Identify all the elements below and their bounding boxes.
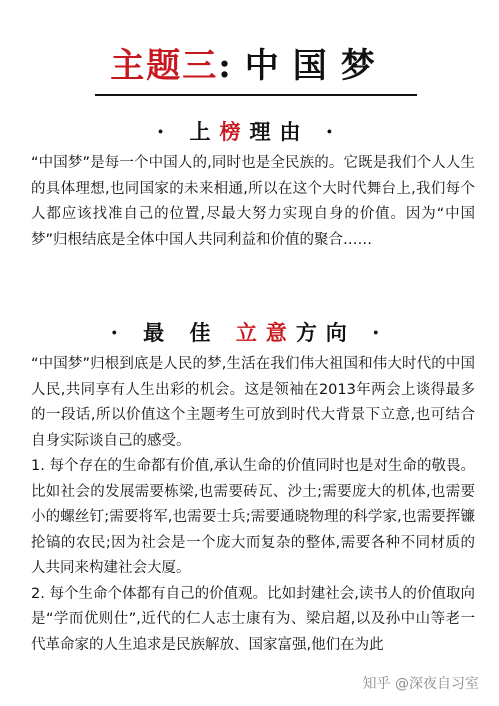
title-topic: 主题三 [110, 46, 219, 86]
heading-highlight: 立意 [235, 320, 296, 345]
title-underline [95, 94, 417, 96]
heading-text: · 最 佳 [110, 320, 236, 345]
title-theme: 中国梦 [244, 46, 389, 86]
section-heading-direction [0, 318, 499, 348]
direction-paragraph: “中国梦”归根到底是人民的梦,生活在我们伟大祖国和伟大时代的中国人民,共同享有人生出彩的机会。这是领袖在2013年两会上谈得最多的一段话,所以价值这个主题考生可放到时代大背景下立意,也可结合自身实际谈自己的感受。 [31, 356, 475, 449]
heading-text: 方向 · [295, 320, 389, 345]
page-title [0, 44, 499, 88]
direction-body [31, 352, 475, 658]
section-heading-reason [0, 117, 499, 147]
heading-highlight: 榜 [219, 119, 250, 144]
heading-text: · 上 [156, 119, 220, 144]
title-colon: : [218, 46, 245, 86]
reason-paragraph: “中国梦”是每一个中国人的,同时也是全民族的。它既是我们个人人生的具体理想,也同国家的未来相通,所以在这个大时代舞台上,我们每个人都应该找准自己的位置,尽最大努力实现自身的价值。因为“中国梦”归根结底是全体中国人共同利益和价值的聚合…… [31, 155, 475, 248]
heading-text: 理由 · [249, 119, 343, 144]
direction-point-2: 2. 每个生命个体都有自己的价值观。比如封建社会,读书人的价值取向是“学而优则仕”,近代的仁人志士康有为、梁启超,以及孙中山等老一代革命家的人生追求是民族解放、国家富强,他们在为此 [31, 585, 475, 653]
direction-point-1: 1. 每个存在的生命都有价值,承认生命的价值同时也是对生命的敬畏。比如社会的发展需要栋梁,也需要砖瓦、沙土;需要庞大的机体,也需要小的螺丝钉;需要将军,也需要士兵;需要通晓物理的科学家,也需要挥镰抡镐的农民;因为社会是一个庞大而复杂的整体,需要各种不同材质的人共同来构建社会大厦。 [31, 458, 475, 576]
watermark: 知乎 @深夜自习室 [357, 672, 485, 696]
